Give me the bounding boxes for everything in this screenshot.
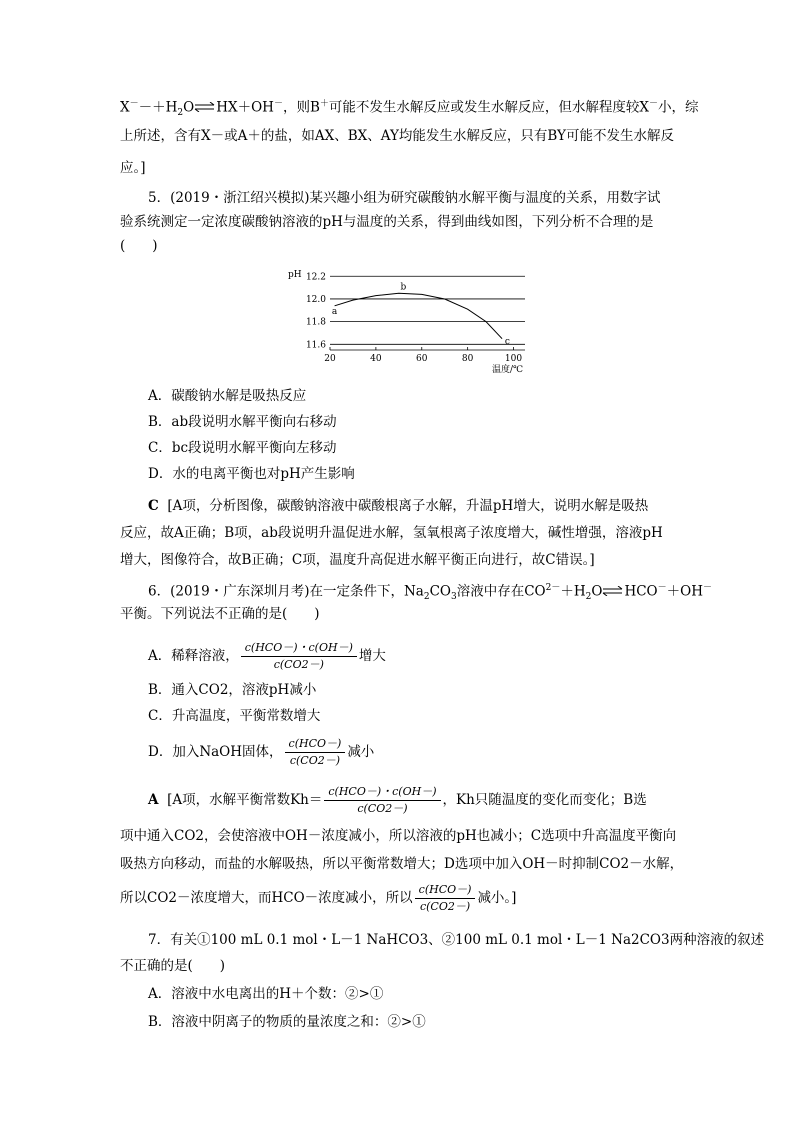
q5-answer-blank: ( ) [120, 238, 158, 254]
q7-option-b: B．溶液中阴离子的物质的量浓度之和：②>① [148, 1014, 426, 1030]
chart-y-axis-label: pH [288, 270, 302, 280]
reversible-arrow-icon [194, 102, 216, 112]
q6-stem-line-1: 6．(2019・广东深圳月考)在一定条件下，$Na_2CO_3$溶液中存在$CO^{2-}+H_2O$ HCO－＋OH－ [148, 583, 712, 603]
chart-series-line [335, 293, 503, 338]
q5-answer-line-1: C [A项，分析图像，碳酸钠溶液中碳酸根离子水解，升温pH增大，说明水解是吸热 [148, 498, 649, 514]
q5-answer-line-3: 增大，图像符合，故B正确；C项，温度升高促进水解平衡正向进行，故C错误。] [120, 552, 595, 568]
q6-option-b: B．通入CO2，溶液pH减小 [148, 682, 317, 698]
q6-answer-line-3: 吸热方向移动，而盐的水解吸热，所以平衡常数增大；D选项中加入OH－时抑制CO2－水解， [120, 856, 684, 872]
q6-option-a: A．稀释溶液， $\frac{\text{c(HCO－)・c(OH－)}}{c(CO2-)}$ 增大 [148, 641, 386, 671]
q6-answer-fraction-2: $\frac{\text{c(HCO－)}}{c(CO2-)}$ [415, 883, 476, 914]
intro-line-2: 上所述，含有X－或A＋的盐，如AX、BX、AY均能发生水解反应，只有BY可能不发生水解反 [120, 128, 674, 144]
q5-answer-letter: C [148, 498, 159, 514]
chart-x-tick-labels [324, 354, 522, 364]
chart-x-axis-label: 温度/℃ [492, 365, 524, 374]
chart-point-label-a: a [331, 306, 338, 317]
q6-option-d: D．加入NaOH固体， $\frac{\text{c(HCO－)}}{c(CO2-)}$ 减小 [148, 737, 375, 767]
intro-line-3: 应。] [120, 160, 146, 176]
q6-answer-line-2: 项中通入CO2，会使溶液中OH－浓度减小，所以溶液的pH也减小；C选项中升高温度平衡向 [120, 828, 677, 844]
q6-option-a-fraction: $\frac{\text{c(HCO－)・c(OH－)}}{c(CO2-)}$ [241, 641, 357, 672]
q6-answer-letter: A [148, 792, 159, 808]
chart-y-tick-label: 12.0 [305, 294, 326, 305]
q5-answer-line-2: 反应，故A正确；B项，ab段说明升温促进水解，氢氧根离子浓度增大，碱性增强，溶液pH [120, 525, 663, 541]
q5-option-b: B．ab段说明水解平衡向右移动 [148, 414, 337, 430]
q7-stem-line-1: 7．有关①100 mL 0.1 mol・L－1 NaHCO3、②100 mL 0.1 mol・L－1 Na2CO3两种溶液的叙述 [148, 932, 765, 948]
ph-temperature-chart [280, 262, 540, 374]
q7-option-a: A．溶液中水电离出的H＋个数：②>① [148, 986, 384, 1002]
q5-option-c: C．bc段说明水解平衡向左移动 [148, 440, 337, 456]
q6-option-d-fraction: $\frac{\text{c(HCO－)}}{c(CO2-)}$ [285, 737, 346, 768]
chart-y-tick-label: 11.8 [305, 317, 326, 328]
chart-x-tick-label: 60 [416, 354, 428, 364]
q6-answer-fraction-1: $\frac{\text{c(HCO－)・c(OH－)}}{c(CO2-)}$ [324, 785, 440, 816]
q5-option-d: D．水的电离平衡也对pH产生影响 [148, 466, 355, 482]
q6-option-c: C．升高温度，平衡常数增大 [148, 708, 321, 724]
q7-stem-line-2: 不正确的是( ) [120, 958, 226, 974]
chart-point-labels [332, 282, 510, 347]
q6-answer-line-4: 所以CO2－浓度增大，而HCO－浓度减小，所以 $\frac{\text{c(HCO－)}}{c(CO2-)}$ 减小。] [120, 883, 517, 913]
q6-answer-line-1: A [A项，水解平衡常数Kh＝ $\frac{\text{c(HCO－)・c(OH－)}}{c(CO2-)}$ ，Kh只随温度的变化而变化；B选 [148, 785, 647, 815]
chart-y-tick-label: 12.2 [305, 272, 326, 283]
chart-gridlines [330, 276, 525, 350]
chart-x-tick-label: 40 [370, 354, 382, 364]
chart-y-tick-labels [306, 272, 326, 350]
chart-x-tick-label: 20 [324, 354, 336, 364]
q5-stem-line-1: 5．(2019・浙江绍兴模拟)某兴趣小组为研究碳酸钠水解平衡与温度的关系，用数字试 [148, 190, 661, 206]
reversible-arrow-icon [602, 586, 624, 596]
q5-stem-line-2: 验系统测定一定浓度碳酸钠溶液的pH与温度的关系，得到曲线如图，下列分析不合理的是 [120, 214, 654, 230]
chart-point-label-b: b [400, 282, 407, 293]
chart-x-tick-label: 100 [504, 354, 523, 364]
chart-x-tick-label: 80 [461, 354, 474, 364]
q6-stem-line-2: 平衡。下列说法不正确的是( ) [120, 606, 320, 622]
q5-option-a: A．碳酸钠水解是吸热反应 [148, 388, 307, 404]
chart-point-label-c: c [504, 336, 510, 347]
chart-y-tick-label: 11.6 [305, 340, 326, 351]
intro-line-1: $X^--+H_2O$ HX＋OH－，则B＋可能不发生水解反应或发生水解反应，但水解程度较X－小，综 [120, 99, 699, 119]
